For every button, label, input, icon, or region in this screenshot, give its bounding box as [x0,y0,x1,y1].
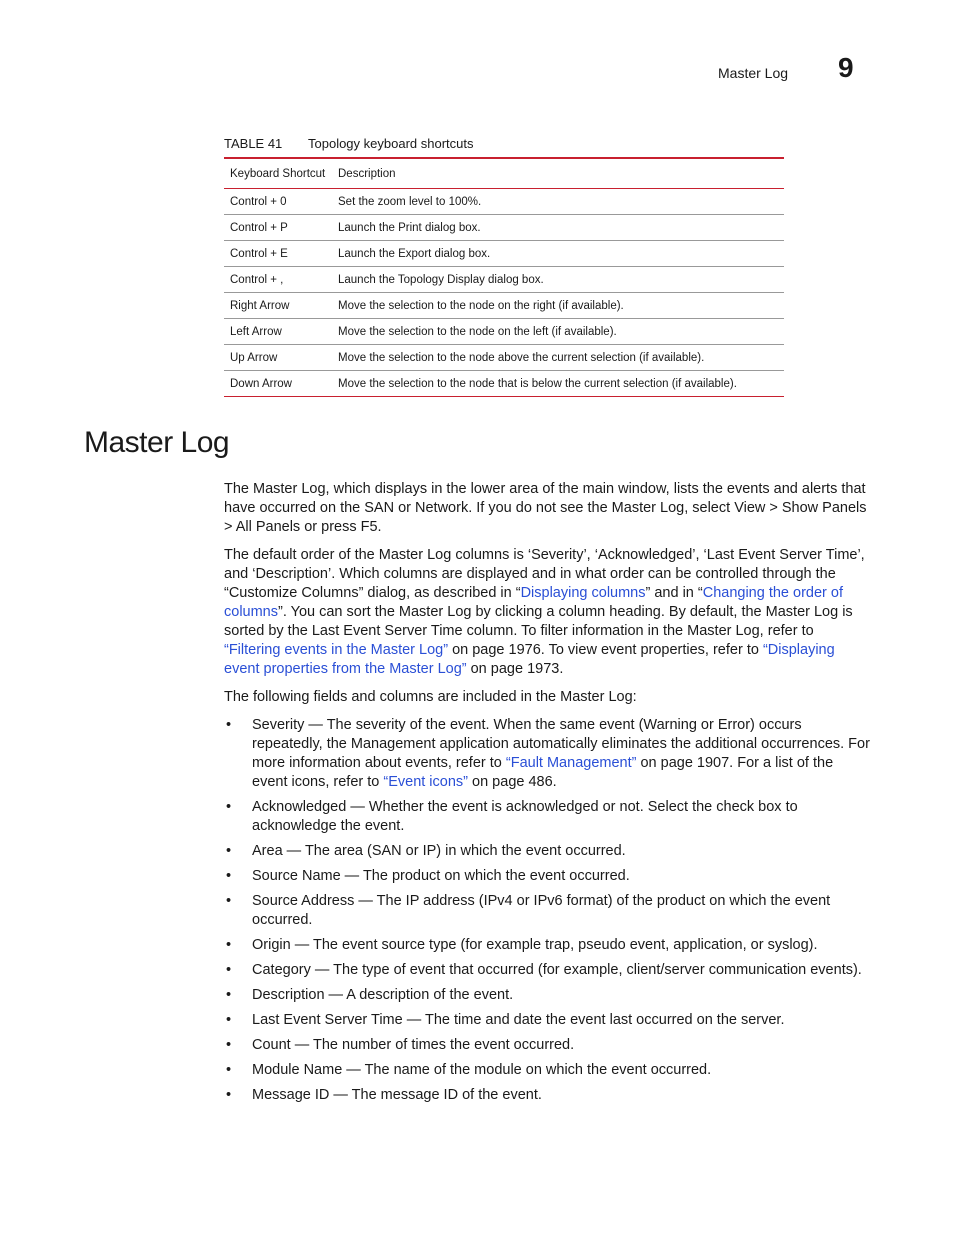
field-description: Whether the event is acknowledged or not. Select the check box to acknowledge the event. [252,799,798,834]
shortcut-cell: Left Arrow [224,319,332,345]
shortcut-key: F5 [360,519,378,535]
dialog-name: Topology Display [397,273,485,286]
link-changing-column-order[interactable]: Changing the order of columns [224,585,843,620]
field-name: Acknowledged — [252,799,365,815]
chapter-number: 9 [838,52,854,83]
field-name: Description — [252,987,344,1003]
shortcut-cell: Control + E [224,241,332,267]
field-list-item [224,1061,872,1080]
table-caption-label: TABLE 41 [224,136,283,151]
table-row [224,345,784,371]
section-body [224,480,872,1111]
field-description: The message ID of the event. [347,1087,542,1103]
column-header-shortcut: Keyboard Shortcut [224,158,332,189]
shortcut-cell: Control + , [224,267,332,293]
link-reference[interactable]: “Event icons” [383,774,468,790]
bullet-icon: • [226,717,232,733]
table-row [224,293,784,319]
bullet-icon: • [226,1087,232,1103]
table-header-row [224,158,784,189]
dialog-name: Print [398,221,422,234]
bullet-icon: • [226,843,232,859]
field-name: Last Event Server Time — [252,1012,422,1028]
bullet-icon: • [226,1012,232,1028]
field-list-item [224,1036,872,1055]
field-description: The time and date the event last occurred on the server. [421,1012,785,1028]
link-displaying-columns[interactable]: Displaying columns [520,585,646,601]
description-cell: Move the selection to the node that is below the current selection (if available). [332,371,784,397]
link-filtering-events[interactable]: “Filtering events in the Master Log” [224,642,449,658]
bullet-icon: • [226,893,232,909]
field-list-item [224,716,872,792]
running-header-section: Master Log [718,65,789,81]
field-description: The event source type (for example trap, pseudo event, application, or syslog). [309,937,818,953]
field-description: on page 1907. For a list of the event icons, refer to [252,755,834,790]
intro-paragraph: The Master Log, which displays in the lower area of the main window, lists the events and alerts that have occurred on the SAN or Network. If you do not see the Master Log, select View > Show Panels > All Panels or press F5. [224,481,867,535]
shortcut-cell: Down Arrow [224,371,332,397]
bullet-icon: • [226,799,232,815]
table-row [224,215,784,241]
field-list-item [224,936,872,955]
bullet-icon: • [226,987,232,1003]
field-name: Module Name — [252,1062,361,1078]
column-header-description: Description [332,158,784,189]
bullet-icon: • [226,1037,232,1053]
field-name: Severity — [252,717,323,733]
link-displaying-event-properties[interactable]: “Displaying event properties from the Master Log” [224,642,835,677]
description-cell: Set the zoom level to 100%. [332,189,784,215]
field-description: The IP address (IPv4 or IPv6 format) of the product on which the event occurred. [252,893,831,928]
description-cell: Move the selection to the node above the current selection (if available). [332,345,784,371]
bullet-icon: • [226,1062,232,1078]
field-name: Source Name — [252,868,360,884]
field-description: The name of the module on which the event occurred. [360,1062,712,1078]
menu-path: View > Show Panels > All Panels [224,500,867,535]
table-row [224,267,784,293]
field-description: A description of the event. [343,987,514,1003]
description-cell: Launch the Export dialog box. [332,241,784,267]
field-list-item [224,1086,872,1105]
field-list-item [224,798,872,836]
shortcut-cell: Right Arrow [224,293,332,319]
field-name: Count — [252,1037,310,1053]
section-title: Master Log [84,426,230,459]
table-row [224,319,784,345]
description-cell: Move the selection to the node on the right (if available). [332,293,784,319]
fields-intro-paragraph: The following fields and columns are included in the Master Log: [224,689,637,705]
shortcuts-table [224,157,784,397]
description-cell: Launch the Topology Display dialog box. [332,267,784,293]
shortcut-cell: Control + P [224,215,332,241]
bullet-icon: • [226,868,232,884]
table-caption-title: Topology keyboard shortcuts [308,136,474,151]
bullet-icon: • [226,962,232,978]
field-description: The severity of the event. When the same event (Warning or Error) occurs repeatedly, the Management application automatically eliminates the additional occurrences. For more information about events, refer to [252,717,870,771]
field-description: The number of times the event occurred. [309,1037,575,1053]
dialog-name: Export [398,247,432,260]
table-row [224,241,784,267]
field-name: Category — [252,962,330,978]
field-list-item [224,892,872,930]
field-description: on page 486. [468,774,557,790]
field-description: The product on which the event occurred. [359,868,630,884]
table-row [224,371,784,397]
description-cell: Move the selection to the node on the left (if available). [332,319,784,345]
link-reference[interactable]: “Fault Management” [505,755,637,771]
field-name: Source Address — [252,893,373,909]
field-list-item [224,961,872,980]
table-caption [224,136,473,151]
shortcut-cell: Control + 0 [224,189,332,215]
field-list-item [224,867,872,886]
field-name: Message ID — [252,1087,348,1103]
column-order-paragraph: The default order of the Master Log columns is ‘Severity’, ‘Acknowledged’, ‘Last Event Server Time’, and ‘Description’. Which columns are displayed and in what order can be controlled through the “Customize Columns” dialog, as described in “Displaying columns” and in “Changing the order of columns”. You can sort the Master Log by clicking a column heading. By default, the Master Log is sorted by the Last Event Server Time column. To filter information in the Master Log, refer to “Filtering events in the Master Log” on page 1976. To view event properties, refer to “Displaying event properties from the Master Log” on page 1973. [224,547,865,677]
field-name: Origin — [252,937,310,953]
field-list-item [224,1011,872,1030]
field-description: The area (SAN or IP) in which the event occurred. [301,843,626,859]
field-name: Area — [252,843,302,859]
field-list-item [224,986,872,1005]
table-row [224,189,784,215]
bullet-icon: • [226,937,232,953]
fields-list [224,716,872,1105]
field-description: The type of event that occurred (for example, client/server communication events). [329,962,862,978]
shortcut-cell: Up Arrow [224,345,332,371]
field-list-item [224,842,872,861]
description-cell: Launch the Print dialog box. [332,215,784,241]
column-name: Last Event Server Time [311,623,463,639]
